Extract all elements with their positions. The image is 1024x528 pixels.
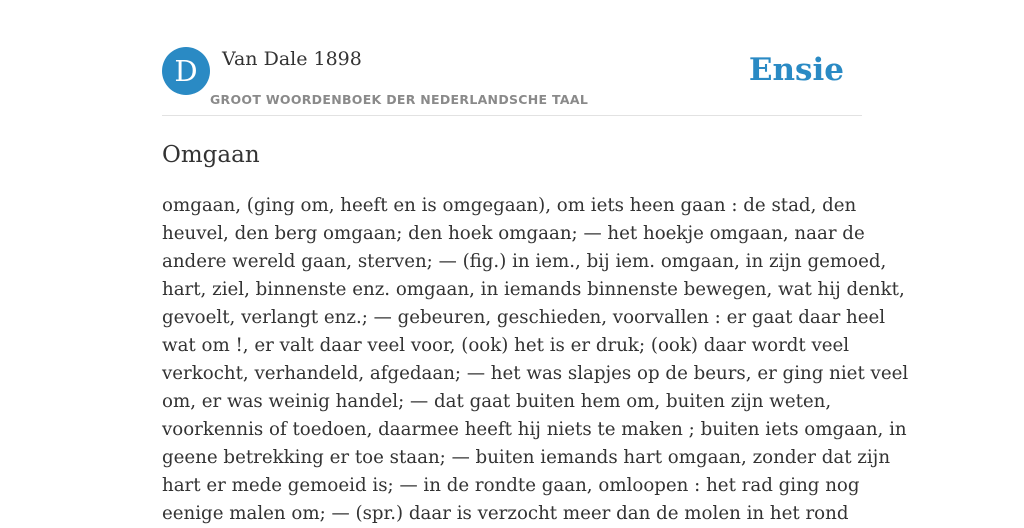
entry-line: eenige malen om; — (spr.) daar is verzocht meer dan de molen in het rond — [162, 503, 849, 524]
entry-line: gevoelt, verlangt enz.; — gebeuren, geschieden, voorvallen : er gaat daar heel — [162, 307, 886, 328]
entry-line: hart, ziel, binnenste enz. omgaan, in iemands binnenste bewegen, wat hij denkt, — [162, 279, 905, 300]
entry-line: heuvel, den berg omgaan; den hoek omgaan; — het hoekje omgaan, naar de — [162, 223, 865, 244]
entry-line: omgaan, (ging om, heeft en is omgegaan), om iets heen gaan : de stad, den — [162, 195, 857, 216]
entry-title: Omgaan — [162, 142, 260, 168]
entry-line: voorkennis of toedoen, daarmee heeft hij niets te maken ; buiten iets omgaan, in — [162, 419, 907, 440]
entry-line: andere wereld gaan, sterven; — (fig.) in iem., bij iem. omgaan, in zijn gemoed, — [162, 251, 887, 272]
header — [162, 46, 862, 116]
dictionary-subtitle: GROOT WOORDENBOEK DER NEDERLANDSCHE TAAL — [210, 92, 589, 107]
entry-line: om, er was weinig handel; — dat gaat buiten hem om, buiten zijn weten, — [162, 391, 832, 412]
dictionary-title[interactable]: Van Dale 1898 — [222, 48, 362, 70]
brand-logo[interactable]: Ensie — [748, 52, 844, 88]
entry-line: geene betrekking er toe staan; — buiten iemands hart omgaan, zonder dat zijn — [162, 447, 891, 468]
entry-body — [162, 192, 909, 528]
entry-line: hart er mede gemoeid is; — in de rondte gaan, omloopen : het rad ging nog — [162, 475, 860, 496]
entry-line: wat om !, er valt daar veel voor, (ook) het is er druk; (ook) daar wordt veel — [162, 335, 850, 356]
dictionary-logo-icon[interactable]: D — [162, 47, 210, 95]
entry-line: verkocht, verhandeld, afgedaan; — het was slapjes op de beurs, er ging niet veel — [162, 363, 909, 384]
